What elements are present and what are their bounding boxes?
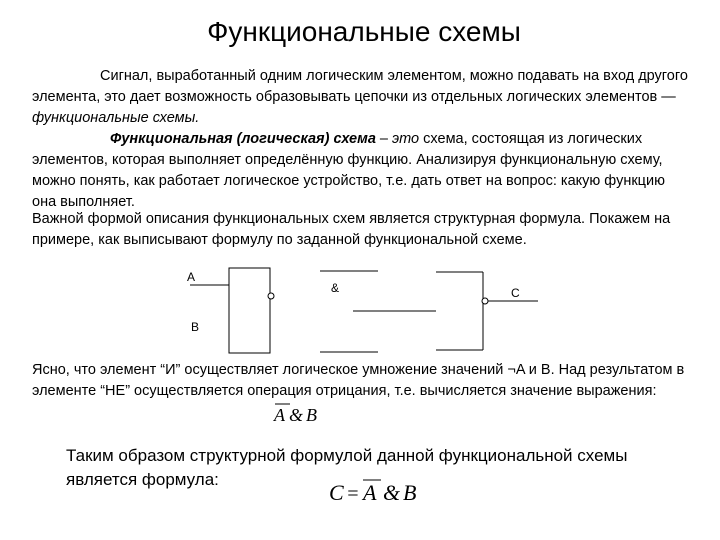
input-a-label: A <box>187 270 196 284</box>
intro-emphasis: функциональные схемы. <box>32 110 200 126</box>
explanation-paragraph: Ясно, что элемент “И” осуществляет логическое умножение значений ¬A и B. Над результатом в элементе “НЕ” осуществляется операция отрицания, т.е. вычисляется значение выражения: <box>32 362 685 399</box>
expr2-b: B <box>403 480 417 505</box>
expr2-c: C <box>329 480 344 505</box>
output-c-label: C <box>511 286 520 300</box>
gate-block-left <box>229 268 270 353</box>
structural-formula-paragraph: Важной формой описания функциональных схем является структурная формула. Покажем на примере, как выписывают формулу по заданной функциональной схеме. <box>32 211 671 248</box>
page-title: Функциональные схемы <box>207 16 521 47</box>
conclusion-paragraph: Таким образом структурной формулой данной функциональной схемы является формула: <box>66 446 628 489</box>
inversion-bubble-left <box>268 293 274 299</box>
expr1-a: A <box>274 405 285 425</box>
expr1-op: & <box>289 405 304 425</box>
definition-text: схема, состоящая из логических элементов, которая выполняет определённую функцию. Анализируя функциональную схему, можно понять, как работает логическое устройство, т.е. дать ответ на вопрос: какую функцию она выполняет. <box>32 131 665 210</box>
expr1-b: B <box>306 405 317 425</box>
expr2-op: & <box>383 480 401 505</box>
formula-expression-1 <box>273 404 317 425</box>
and-symbol-label: & <box>331 281 340 295</box>
definition-dash: – <box>375 131 393 147</box>
definition-term: Функциональная (логическая) схема <box>110 131 376 147</box>
expr2-a: A <box>363 480 377 505</box>
expr2-eq: = <box>346 483 360 505</box>
inversion-bubble-right <box>482 298 488 304</box>
intro-text: Сигнал, выработанный одним логическим элементом, можно подавать на вход другого элемента, это дает возможность образовывать цепочки из отдельных логических элементов — <box>32 68 688 105</box>
input-b-label: B <box>191 320 200 334</box>
definition-em: это <box>392 131 420 147</box>
